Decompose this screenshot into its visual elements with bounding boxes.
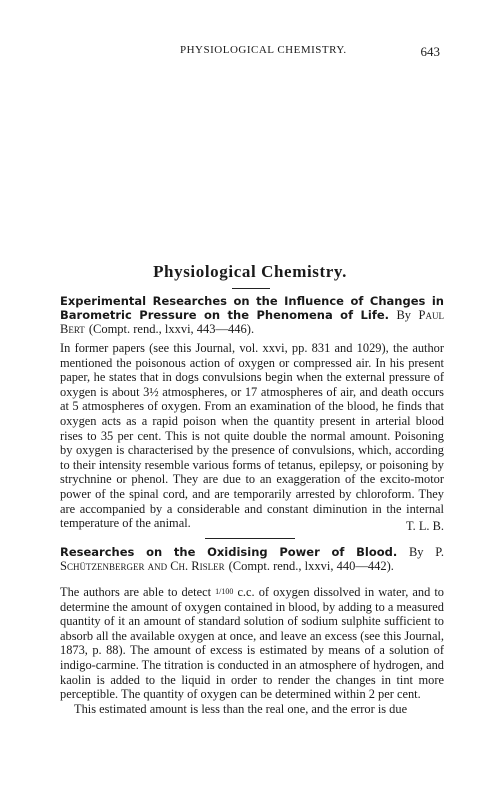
article2-paragraph-1 — [60, 585, 444, 702]
article2-body — [60, 585, 444, 716]
article2-paragraph-2: This estimated amount is less than the real one, and the error is due — [74, 701, 408, 716]
section-rule — [232, 288, 270, 289]
article1-body — [60, 341, 444, 531]
running-head — [60, 44, 440, 60]
running-head-title: PHYSIOLOGICAL CHEMISTRY. — [180, 44, 347, 56]
article1-author: Paul Bert — [60, 308, 444, 336]
fraction: 1/100 — [215, 587, 234, 596]
article2-text-rest: c.c. of oxygen dissolved in water, and to determine the amount of oxygen contained in blood, by adding to a measured quantity of it an amount of standard solution of sodium sulphite sufficient to absorb all the available oxygen at once, and leave an excess (see this Journal, 1873, p. 88). The amount of excess is estimated by means of a solution of indigo-carmine. The titration is conducted in an atmosphere of hydrogen, and kaolin is added to the liquid in order to render the changes in tint more perceptible. The quantity of oxygen can be determined within 2 per cent. — [60, 585, 444, 702]
article2-text-start: The authors are able to detect — [60, 585, 212, 599]
article1-heading — [60, 294, 444, 336]
article1-title: Experimental Researches on the Influence of Changes in Barometric Pressure on the Phenomena of Life. — [60, 294, 444, 322]
article2-heading — [60, 545, 444, 573]
page-number: 643 — [420, 44, 440, 59]
article1-initials: T. L. B. — [406, 519, 444, 533]
article1-paragraph: In former papers (see this Journal, vol. xxvi, pp. 831 and 1029), the author mentioned the poisonous action of oxygen or compressed air. In his present paper, he states that in dogs convulsions begin when the external pressure of oxygen is about 3½ atmospheres, or 17 atmospheres of air, and death occurs at 5 atmospheres of oxygen. From an examination of the blood, he finds that oxygen acts as a rapid poison when the quantity present in arterial blood rises to 35 per cent. This is not quite double the normal amount. Poisoning by oxygen is characterised by the presence of convulsions, which, according to their intensity resemble various forms of tetanus, epilepsy, or poisoning by strychnine or phenol. They are due to an exaggeration of the excito-motor power of the spinal cord, and are temporarily arrested by chloroform. They are accompanied by a considerable and constant diminution in the internal temperature of the animal. — [60, 341, 444, 531]
article1-by: By — [396, 308, 412, 322]
article2-authors: P. Schützenberger and Ch. Risler — [60, 545, 444, 573]
article2-by: By — [408, 545, 424, 559]
article1-citation: (Compt. rend., lxxvi, 443—446). — [88, 322, 255, 336]
section-title: Physiological Chemistry. — [153, 262, 347, 281]
article2-citation: (Compt. rend., lxxvi, 440—442). — [228, 559, 394, 573]
article-divider — [205, 538, 295, 539]
article2-title: Researches on the Oxidising Power of Blood. — [60, 545, 398, 559]
